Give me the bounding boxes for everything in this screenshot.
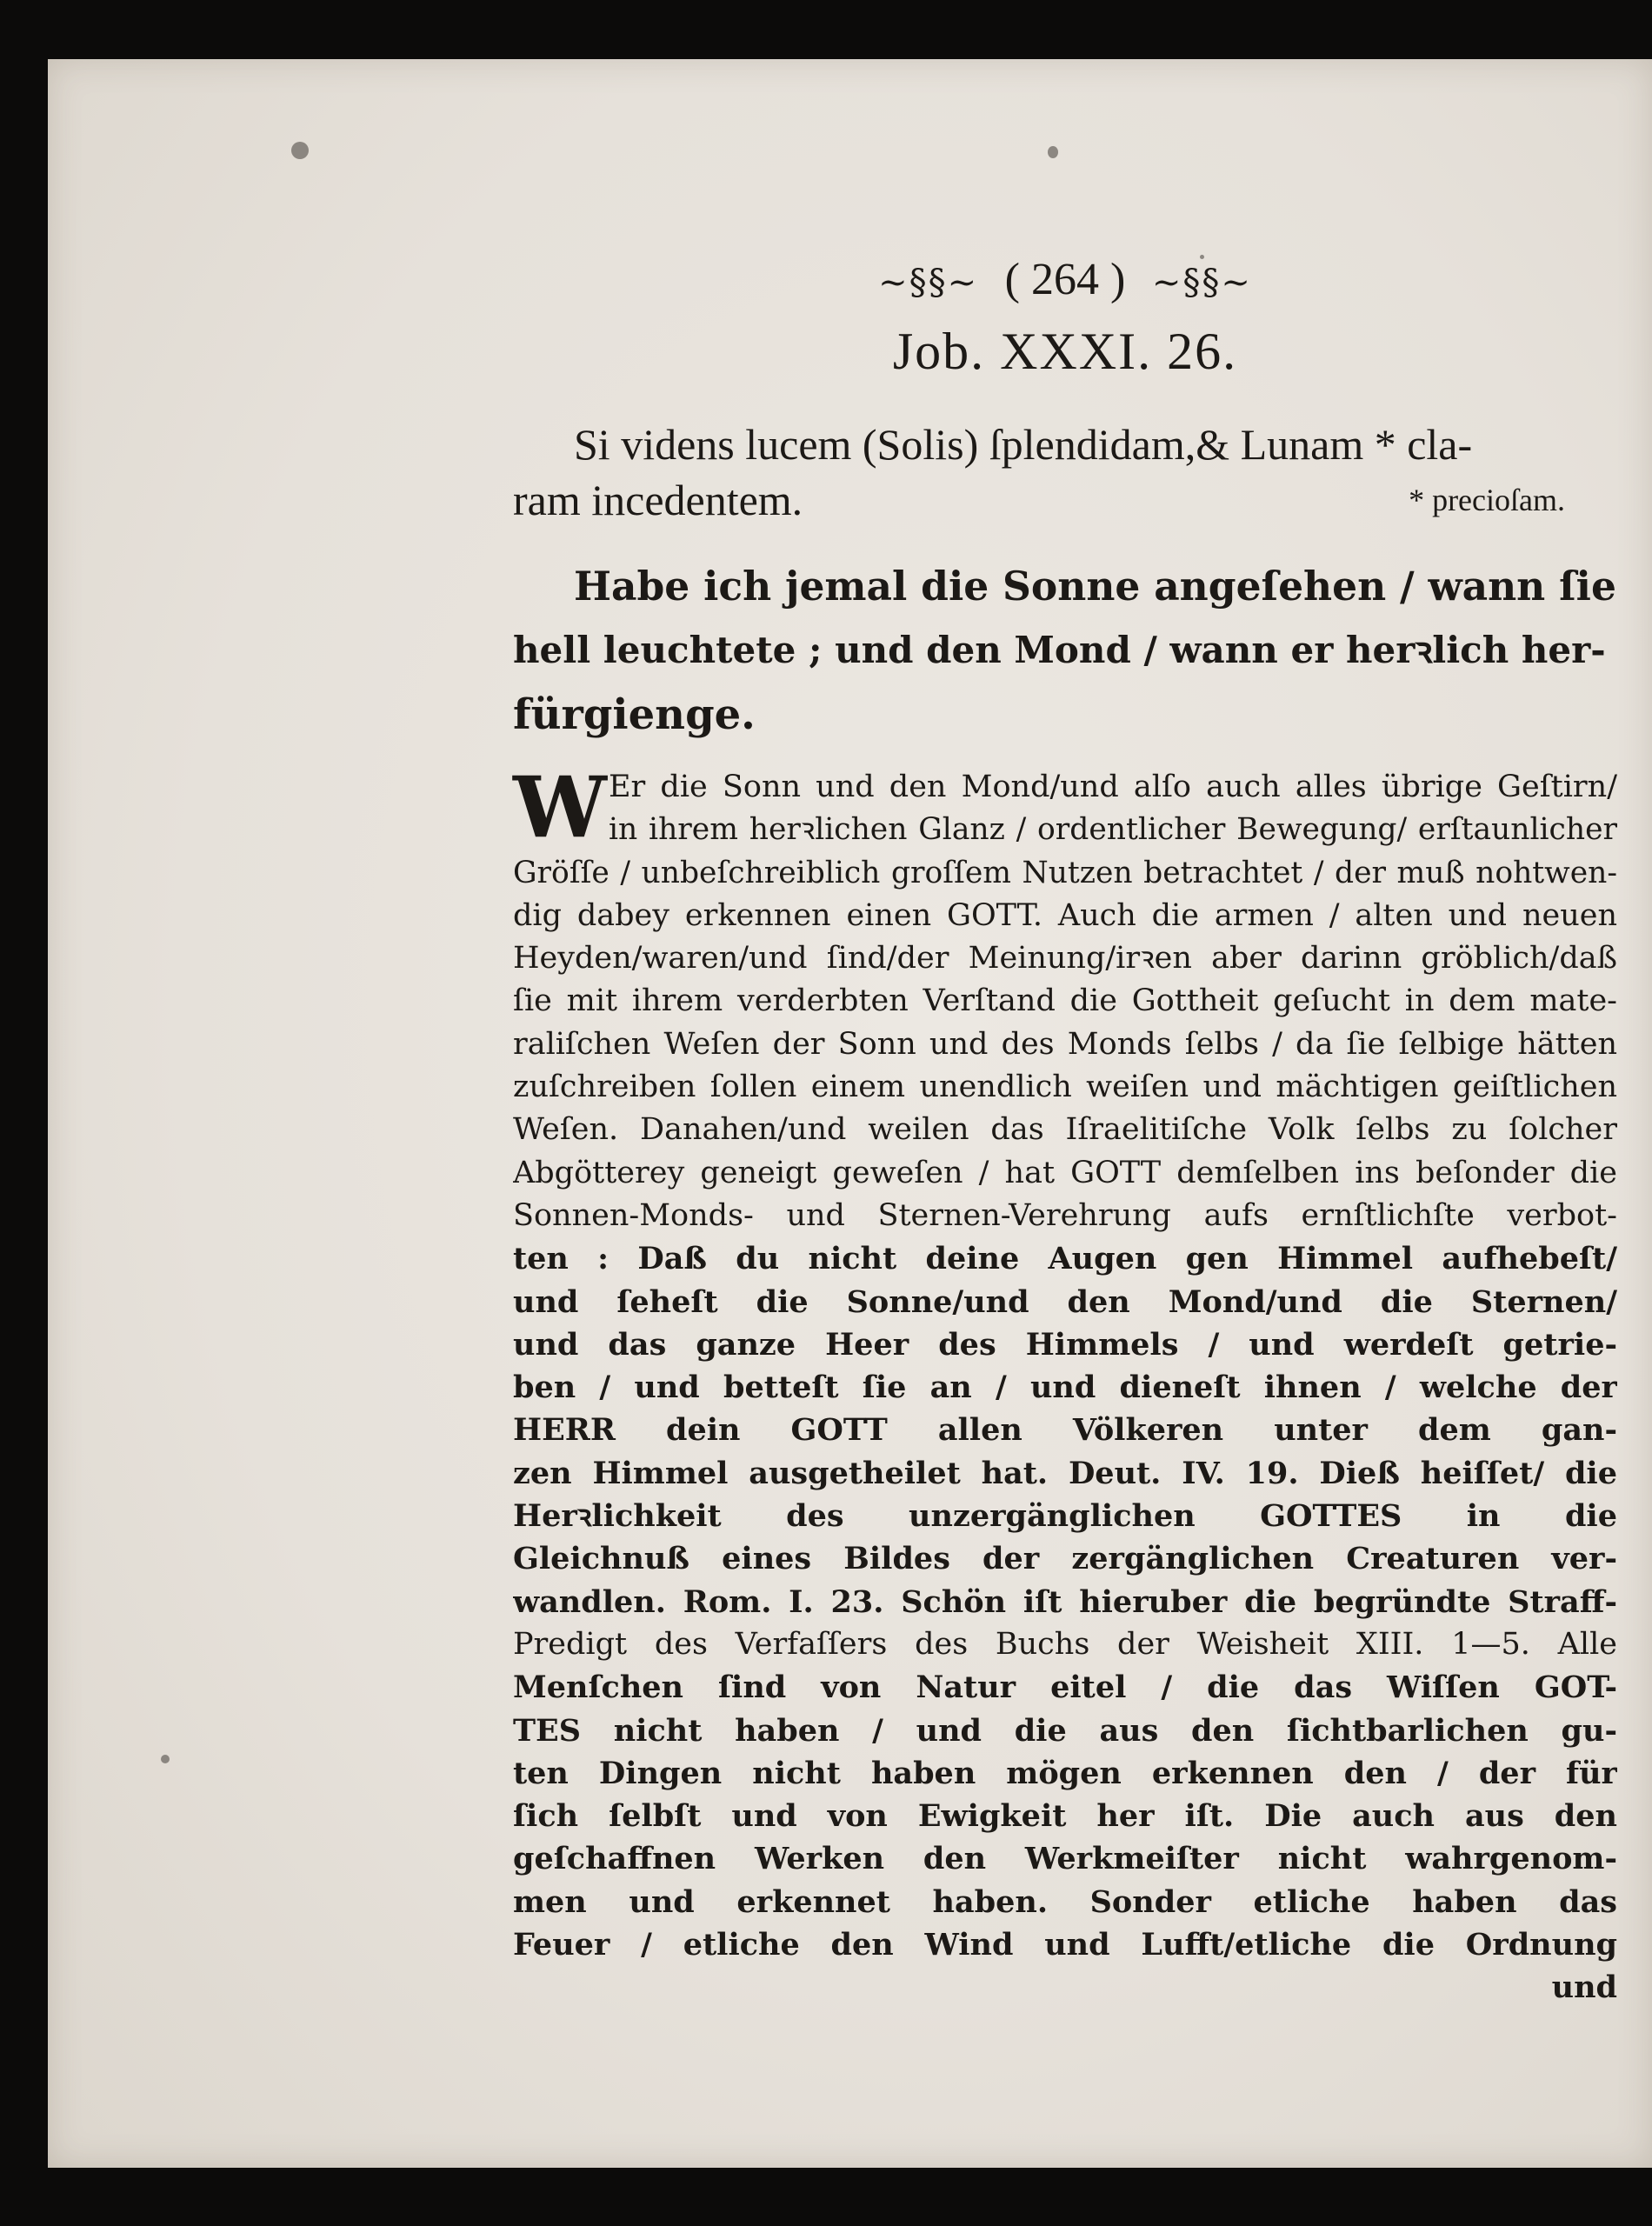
latin-line: Si videns lucem (Solis) ſplendidam,& Lunam * cla-	[574, 420, 1473, 469]
body-line: ten : Daß du nicht deine Augen gen Himmel aufhebeſt/	[513, 1241, 1617, 1277]
latin-verse	[513, 417, 1617, 528]
body-line: ten Dingen nicht haben mögen erkennen den / der für	[513, 1755, 1617, 1791]
german-verse	[513, 554, 1617, 747]
ornament-left-icon: ~§§~	[878, 262, 979, 303]
body-line: Heyden/waren/und ſind/der Meinung/irꝛen aber darinn gröblich/daß	[513, 941, 1617, 976]
paper-spot	[291, 142, 309, 159]
body-line: Gröſſe / unbeſchreiblich groſſem Nutzen betrachtet / der muß nohtwen-	[513, 855, 1617, 890]
body-line: Gleichnuß eines Bildes der zergänglichen Creaturen ver-	[513, 1541, 1617, 1577]
body-line: men und erkennet haben. Sonder etliche haben das	[513, 1883, 1617, 1920]
page-number: ( 264 )	[1004, 255, 1126, 304]
body-line: Abgötterey geneigt geweſen / hat GOTT demſelben ins beſonder die	[513, 1155, 1617, 1190]
body-line: und das ganze Heer des Himmels / und werdeſt getrie-	[513, 1326, 1617, 1363]
body-line: und ſeheſt die Sonne/und den Mond/und die Sternen/	[513, 1283, 1617, 1320]
latin-line-2	[513, 472, 1617, 528]
body-line: zen Himmel ausgetheilet hat. Deut. IV. 19. Dieß heiſſet/ die	[513, 1455, 1617, 1491]
catchword: und	[1551, 1969, 1617, 2006]
page-content	[513, 246, 1617, 2009]
body-line: Sonnen-Monds- und Sternen-Verehrung aufs ernſtlichſte verbot-	[513, 1197, 1617, 1233]
body-line: dig dabey erkennen einen GOTT. Auch die armen / alten und neuen	[513, 897, 1617, 933]
paper-spot	[161, 1755, 170, 1763]
body-line: ſich ſelbſt und von Ewigkeit her iſt. Die auch aus den	[513, 1798, 1617, 1835]
german-verse-line: Habe ich jemal die Sonne angeſehen / wann ſie	[574, 563, 1616, 610]
body-line: HERR dein GOTT allen Völkeren unter dem gan-	[513, 1412, 1617, 1449]
body-line: Er die Sonn und den Mond/und alſo auch alles übrige Geſtirn/	[609, 770, 1617, 804]
german-verse-line: hell leuchtete ; und den Mond / wann er herꝛlich her-	[513, 629, 1606, 671]
commentary-body	[513, 758, 1617, 2009]
verse-reference: Job. XXXI. 26.	[892, 323, 1238, 380]
body-line: Menſchen ſind von Natur eitel / die das Wiſſen GOT-	[513, 1670, 1617, 1706]
page-header	[513, 246, 1617, 312]
body-line: ſie mit ihrem verderbten Verſtand die Gottheit geſucht in dem mate-	[513, 983, 1617, 1019]
body-line: wandlen. Rom. I. 23. Schön iſt hieruber die begründte Straff-	[513, 1583, 1617, 1620]
drop-cap: W	[513, 758, 607, 856]
latin-footnote: * precioſam.	[1409, 483, 1565, 517]
body-line: Predigt des Verfaſſers des Buchs der Weisheit XIII. 1—5. Alle	[513, 1626, 1617, 1662]
body-line: Weſen. Danahen/und weilen das Iſraelitiſche Volk ſelbs zu ſolcher	[513, 1112, 1617, 1148]
body-line: geſchaffnen Werken den Werkmeiſter nicht wahrgenom-	[513, 1841, 1617, 1877]
book-page	[48, 59, 1652, 2168]
body-line: Herꝛlichkeit des unzergänglichen GOTTES in die	[513, 1498, 1617, 1535]
ornament-right-icon: ~§§~	[1151, 262, 1252, 303]
paper-spot	[1048, 146, 1058, 158]
body-line: ben / und betteſt ſie an / und dieneſt ihnen / welche der	[513, 1370, 1617, 1406]
german-verse-line: fürgienge.	[513, 690, 756, 739]
body-line: in ihrem herꝛlichen Glanz / ordentlicher Bewegung/ erſtaunlicher	[609, 812, 1617, 848]
body-line: zuſchreiben ſollen einem unendlich weiſen und mächtigen geiſtlichen	[513, 1070, 1617, 1105]
body-line: raliſchen Weſen der Sonn und des Monds ſelbs / da ſie ſelbige hätten	[513, 1026, 1617, 1062]
body-line: TES nicht haben / und die aus den ſichtbarlichen gu-	[513, 1712, 1617, 1749]
latin-line: ram incedentem.	[513, 476, 803, 524]
body-line: Feuer / etliche den Wind und Lufft/etliche die Ordnung	[513, 1927, 1617, 1963]
